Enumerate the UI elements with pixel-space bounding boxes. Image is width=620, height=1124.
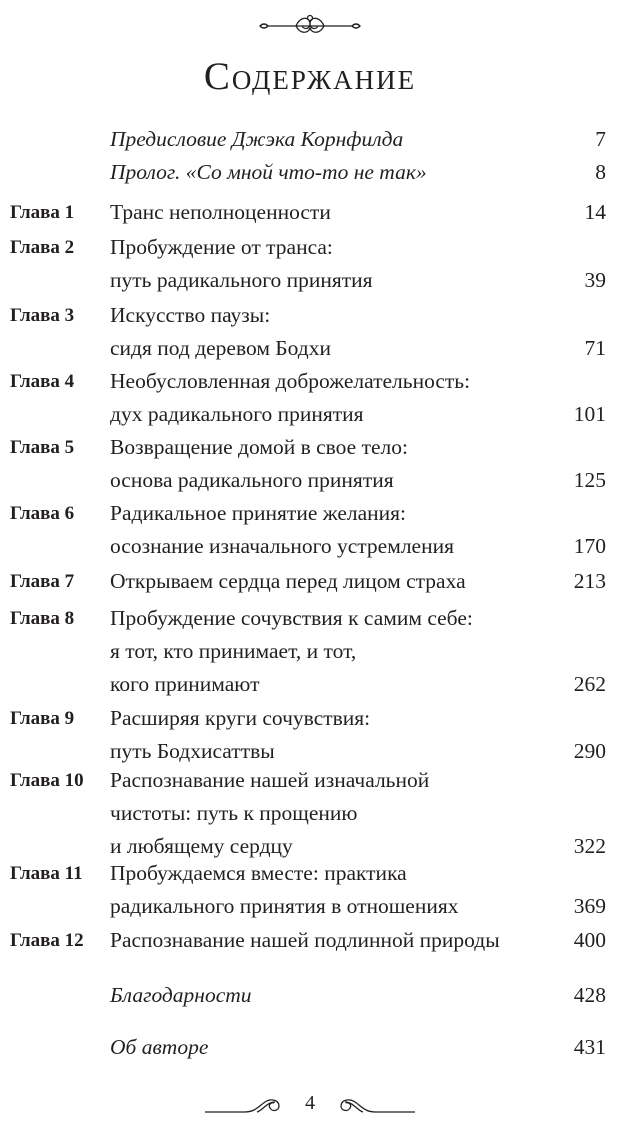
chapter-label: Глава 7 <box>10 571 75 592</box>
chapter-title-line: Пробуждение сочувствия к самим себе: <box>110 606 473 630</box>
page-number: 4 <box>305 1092 315 1114</box>
chapter-label: Глава 6 <box>10 503 75 524</box>
chapter-title-line: путь Бодхисаттвы <box>110 739 275 763</box>
toc-front-entry <box>0 123 620 156</box>
chapter-title-line: Радикальное принятие желания: <box>110 501 407 525</box>
chapter-label: Глава 8 <box>10 608 75 629</box>
chapter-title-line: Расширяя круги сочувствия: <box>110 706 371 730</box>
chapter-title-line: Пробуждение от транса: <box>110 235 333 259</box>
chapter-label: Глава 4 <box>10 371 75 392</box>
chapter-title-line: Распознавание нашей подлинной природы <box>110 928 500 952</box>
chapter-label: Глава 11 <box>10 863 83 884</box>
chapter-title-line: кого принимают <box>110 672 260 696</box>
toc-entry-title: Об авторе <box>110 1035 209 1059</box>
chapter-label: Глава 9 <box>10 708 75 729</box>
toc-page-number: 8 <box>595 160 606 184</box>
chapter-title-line: чистоты: путь к прощению <box>110 801 358 825</box>
toc-page-number: 71 <box>584 336 606 360</box>
chapter-title-line: Транс неполноценности <box>110 200 331 224</box>
chapter-title-line: Необусловленная доброжелательность: <box>110 369 471 393</box>
chapter-title-line: основа радикального принятия <box>110 468 394 492</box>
chapter-title-line: радикального принятия в отношениях <box>110 894 459 918</box>
toc-page-number: 7 <box>595 127 606 151</box>
chapter-label: Глава 2 <box>10 237 75 258</box>
page-footer <box>0 1088 620 1124</box>
toc-page-number: 322 <box>573 834 606 858</box>
toc-page-number: 262 <box>573 672 606 696</box>
toc-entry-title: Предисловие Джэка Корнфилда <box>110 127 404 151</box>
toc-page-number: 170 <box>573 534 606 558</box>
swirl-ornament-right-icon <box>325 1090 415 1120</box>
toc-page-number: 213 <box>573 569 606 593</box>
chapter-label: Глава 5 <box>10 437 75 458</box>
chapter-title-line: Распознавание нашей изначальной <box>110 768 430 792</box>
toc-page-number: 428 <box>573 983 606 1007</box>
chapter-title-line: сидя под деревом Бодхи <box>110 336 331 360</box>
chapter-title-line: Возвращение домой в свое тело: <box>110 435 408 459</box>
toc-page-number: 369 <box>573 894 606 918</box>
toc-entry-title: Благодарности <box>110 983 252 1007</box>
chapter-title-line: Открываем сердца перед лицом страха <box>110 569 466 593</box>
chapter-title-line: Искусство паузы: <box>110 303 271 327</box>
toc-page-number: 431 <box>573 1035 606 1059</box>
chapter-title-line: осознание изначального устремления <box>110 534 454 558</box>
toc-page-number: 400 <box>573 928 606 952</box>
page-title: Содержание <box>203 55 417 98</box>
chapter-label: Глава 12 <box>10 930 84 951</box>
toc-front-entry <box>0 156 620 189</box>
chapter-label: Глава 1 <box>10 202 75 223</box>
toc-page-number: 125 <box>573 468 606 492</box>
toc-page-number: 290 <box>573 739 606 763</box>
chapter-title-line: путь радикального принятия <box>110 268 373 292</box>
chapter-title-line: и любящему сердцу <box>110 834 293 858</box>
toc-page-number: 101 <box>573 402 606 426</box>
chapter-label: Глава 3 <box>10 305 75 326</box>
toc-page-number: 14 <box>584 200 606 224</box>
toc-page-number: 39 <box>584 268 606 292</box>
chapter-title-line: Пробуждаемся вместе: практика <box>110 861 407 885</box>
chapter-title-line: я тот, кто принимает, и тот, <box>110 639 357 663</box>
chapter-label: Глава 10 <box>10 770 84 791</box>
chapter-title-line: дух радикального принятия <box>110 402 364 426</box>
toc-entry-title: Пролог. «Со мной что-то не так» <box>110 160 427 184</box>
